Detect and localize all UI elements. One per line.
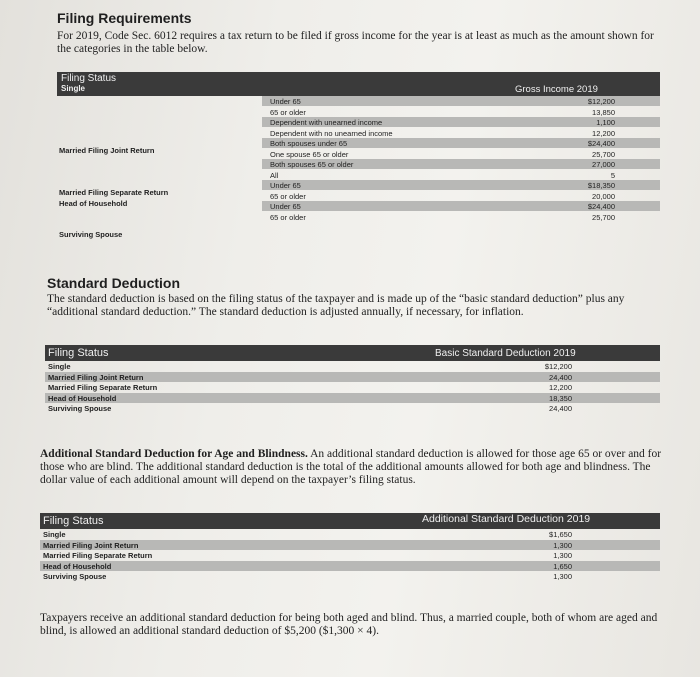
row-status: Head of Household <box>43 561 112 571</box>
table-row <box>262 201 660 211</box>
table-row <box>262 128 660 138</box>
row-condition: Dependent with no unearned income <box>270 128 393 138</box>
row-value: 1,100 <box>596 118 615 127</box>
table-row <box>262 180 660 190</box>
header-filing-status: Filing Status <box>48 347 109 359</box>
row-condition: 65 or older <box>270 191 306 201</box>
basic-deduction-table <box>45 345 660 435</box>
standard-deduction-intro: The standard deduction is based on the filing status of the taxpayer and is made up of the “basic standard deduction” plus any “additional standard deduction.” The standard deduction is adjusted annually, if necessary, for inflation. <box>47 293 625 318</box>
table-row <box>45 382 660 392</box>
additional-deduction-table <box>40 513 660 603</box>
row-value: 25,700 <box>592 149 615 159</box>
row-value: 5 <box>610 170 615 180</box>
table-row <box>262 107 660 117</box>
row-value: 27,000 <box>592 160 615 169</box>
table-row <box>262 96 660 106</box>
status-married-separate: Married Filing Separate Return <box>59 188 169 197</box>
filing-requirements-intro: For 2019, Code Sec. 6012 requires a tax return to be filed if gross income for the year is at least as much as the amount shown for the categories in the table below. <box>57 30 654 55</box>
row-condition: Both spouses 65 or older <box>270 160 354 169</box>
status-head-of-household: Head of Household <box>59 199 128 208</box>
row-condition: One spouse 65 or older <box>270 149 349 159</box>
header-filing-status: Filing Status <box>43 515 104 527</box>
row-value: 1,300 <box>553 551 572 560</box>
row-value: $12,200 <box>544 362 572 371</box>
row-condition: 65 or older <box>270 212 306 222</box>
table-row <box>40 550 660 560</box>
row-value: 1,650 <box>553 561 572 571</box>
additional-deduction-title: Additional Standard Deduction for Age and Blindness. <box>40 448 308 460</box>
table-row <box>40 529 660 539</box>
row-status: Head of Household <box>48 393 117 403</box>
table-row <box>40 540 660 550</box>
table-row <box>262 159 660 169</box>
additional-deduction-paragraph <box>40 448 670 487</box>
row-value: 12,200 <box>549 383 572 392</box>
header-filing-status: Filing Status <box>61 73 117 84</box>
table-row <box>262 191 660 201</box>
row-value: $18,350 <box>587 181 615 190</box>
row-status: Married Filing Separate Return <box>43 551 153 560</box>
row-status: Married Filing Joint Return <box>48 372 144 382</box>
table-row <box>262 149 660 159</box>
header-single: Single <box>61 84 86 93</box>
row-status: Surviving Spouse <box>43 572 107 581</box>
row-condition: Under 65 <box>270 202 301 211</box>
row-value: 1,300 <box>553 540 572 550</box>
row-condition: 65 or older <box>270 107 306 117</box>
table-header <box>57 72 660 96</box>
table-row <box>262 117 660 127</box>
status-surviving-spouse: Surviving Spouse <box>59 230 123 239</box>
standard-deduction-title: Standard Deduction <box>47 275 181 291</box>
table-row <box>45 403 660 413</box>
gross-income-table <box>57 72 660 272</box>
row-value: 18,350 <box>549 393 572 403</box>
row-condition: Dependent with unearned income <box>270 118 383 127</box>
row-value: 24,400 <box>549 372 572 382</box>
header-gross-income: Gross Income 2019 <box>515 84 598 95</box>
row-status: Single <box>48 362 71 371</box>
row-value: 20,000 <box>592 191 615 201</box>
table-header <box>45 345 660 361</box>
row-value: $12,200 <box>587 97 615 106</box>
additional-deduction-intro: An additional standard deduction is allowed for those age 65 or over and for those who are blind. The additional standard deduction is the total of the additional amounts allowed for both age and blindness. The dollar value of each additional amount will depend on the taxpayer’s filing status. <box>40 448 662 486</box>
table-row <box>262 212 660 222</box>
row-status: Surviving Spouse <box>48 404 112 413</box>
row-condition: Both spouses under 65 <box>270 139 348 148</box>
table-row <box>45 393 660 403</box>
filing-requirements-title: Filing Requirements <box>57 10 192 26</box>
table-row <box>45 372 660 382</box>
table-row <box>40 561 660 571</box>
table-row <box>262 170 660 180</box>
row-status: Married Filing Separate Return <box>48 383 158 392</box>
row-value: 25,700 <box>592 212 615 222</box>
row-value: 1,300 <box>553 572 572 581</box>
header-basic-deduction: Basic Standard Deduction 2019 <box>435 348 576 359</box>
header-additional-deduction: Additional Standard Deduction 2019 <box>422 513 591 525</box>
footer-note: Taxpayers receive an additional standard deduction for being both aged and blind. Thus, a married couple, both of whom are aged and blind, is allowed an additional standard deduction of $5,200 ($1,300 × 4). <box>40 612 658 637</box>
row-condition: Under 65 <box>270 97 301 106</box>
row-value: 24,400 <box>549 404 572 413</box>
row-condition: All <box>270 170 279 180</box>
row-value: 13,850 <box>592 107 615 117</box>
row-value: $1,650 <box>549 530 572 539</box>
row-condition: Under 65 <box>270 181 301 190</box>
row-status: Married Filing Joint Return <box>43 540 139 550</box>
row-value: $24,400 <box>587 139 615 148</box>
row-status: Single <box>43 530 66 539</box>
status-married-joint: Married Filing Joint Return <box>59 146 155 155</box>
table-row <box>262 138 660 148</box>
table-row <box>45 361 660 371</box>
row-value: $24,400 <box>587 202 615 211</box>
row-value: 12,200 <box>592 128 615 138</box>
table-header <box>40 513 660 529</box>
table-row <box>40 571 660 581</box>
